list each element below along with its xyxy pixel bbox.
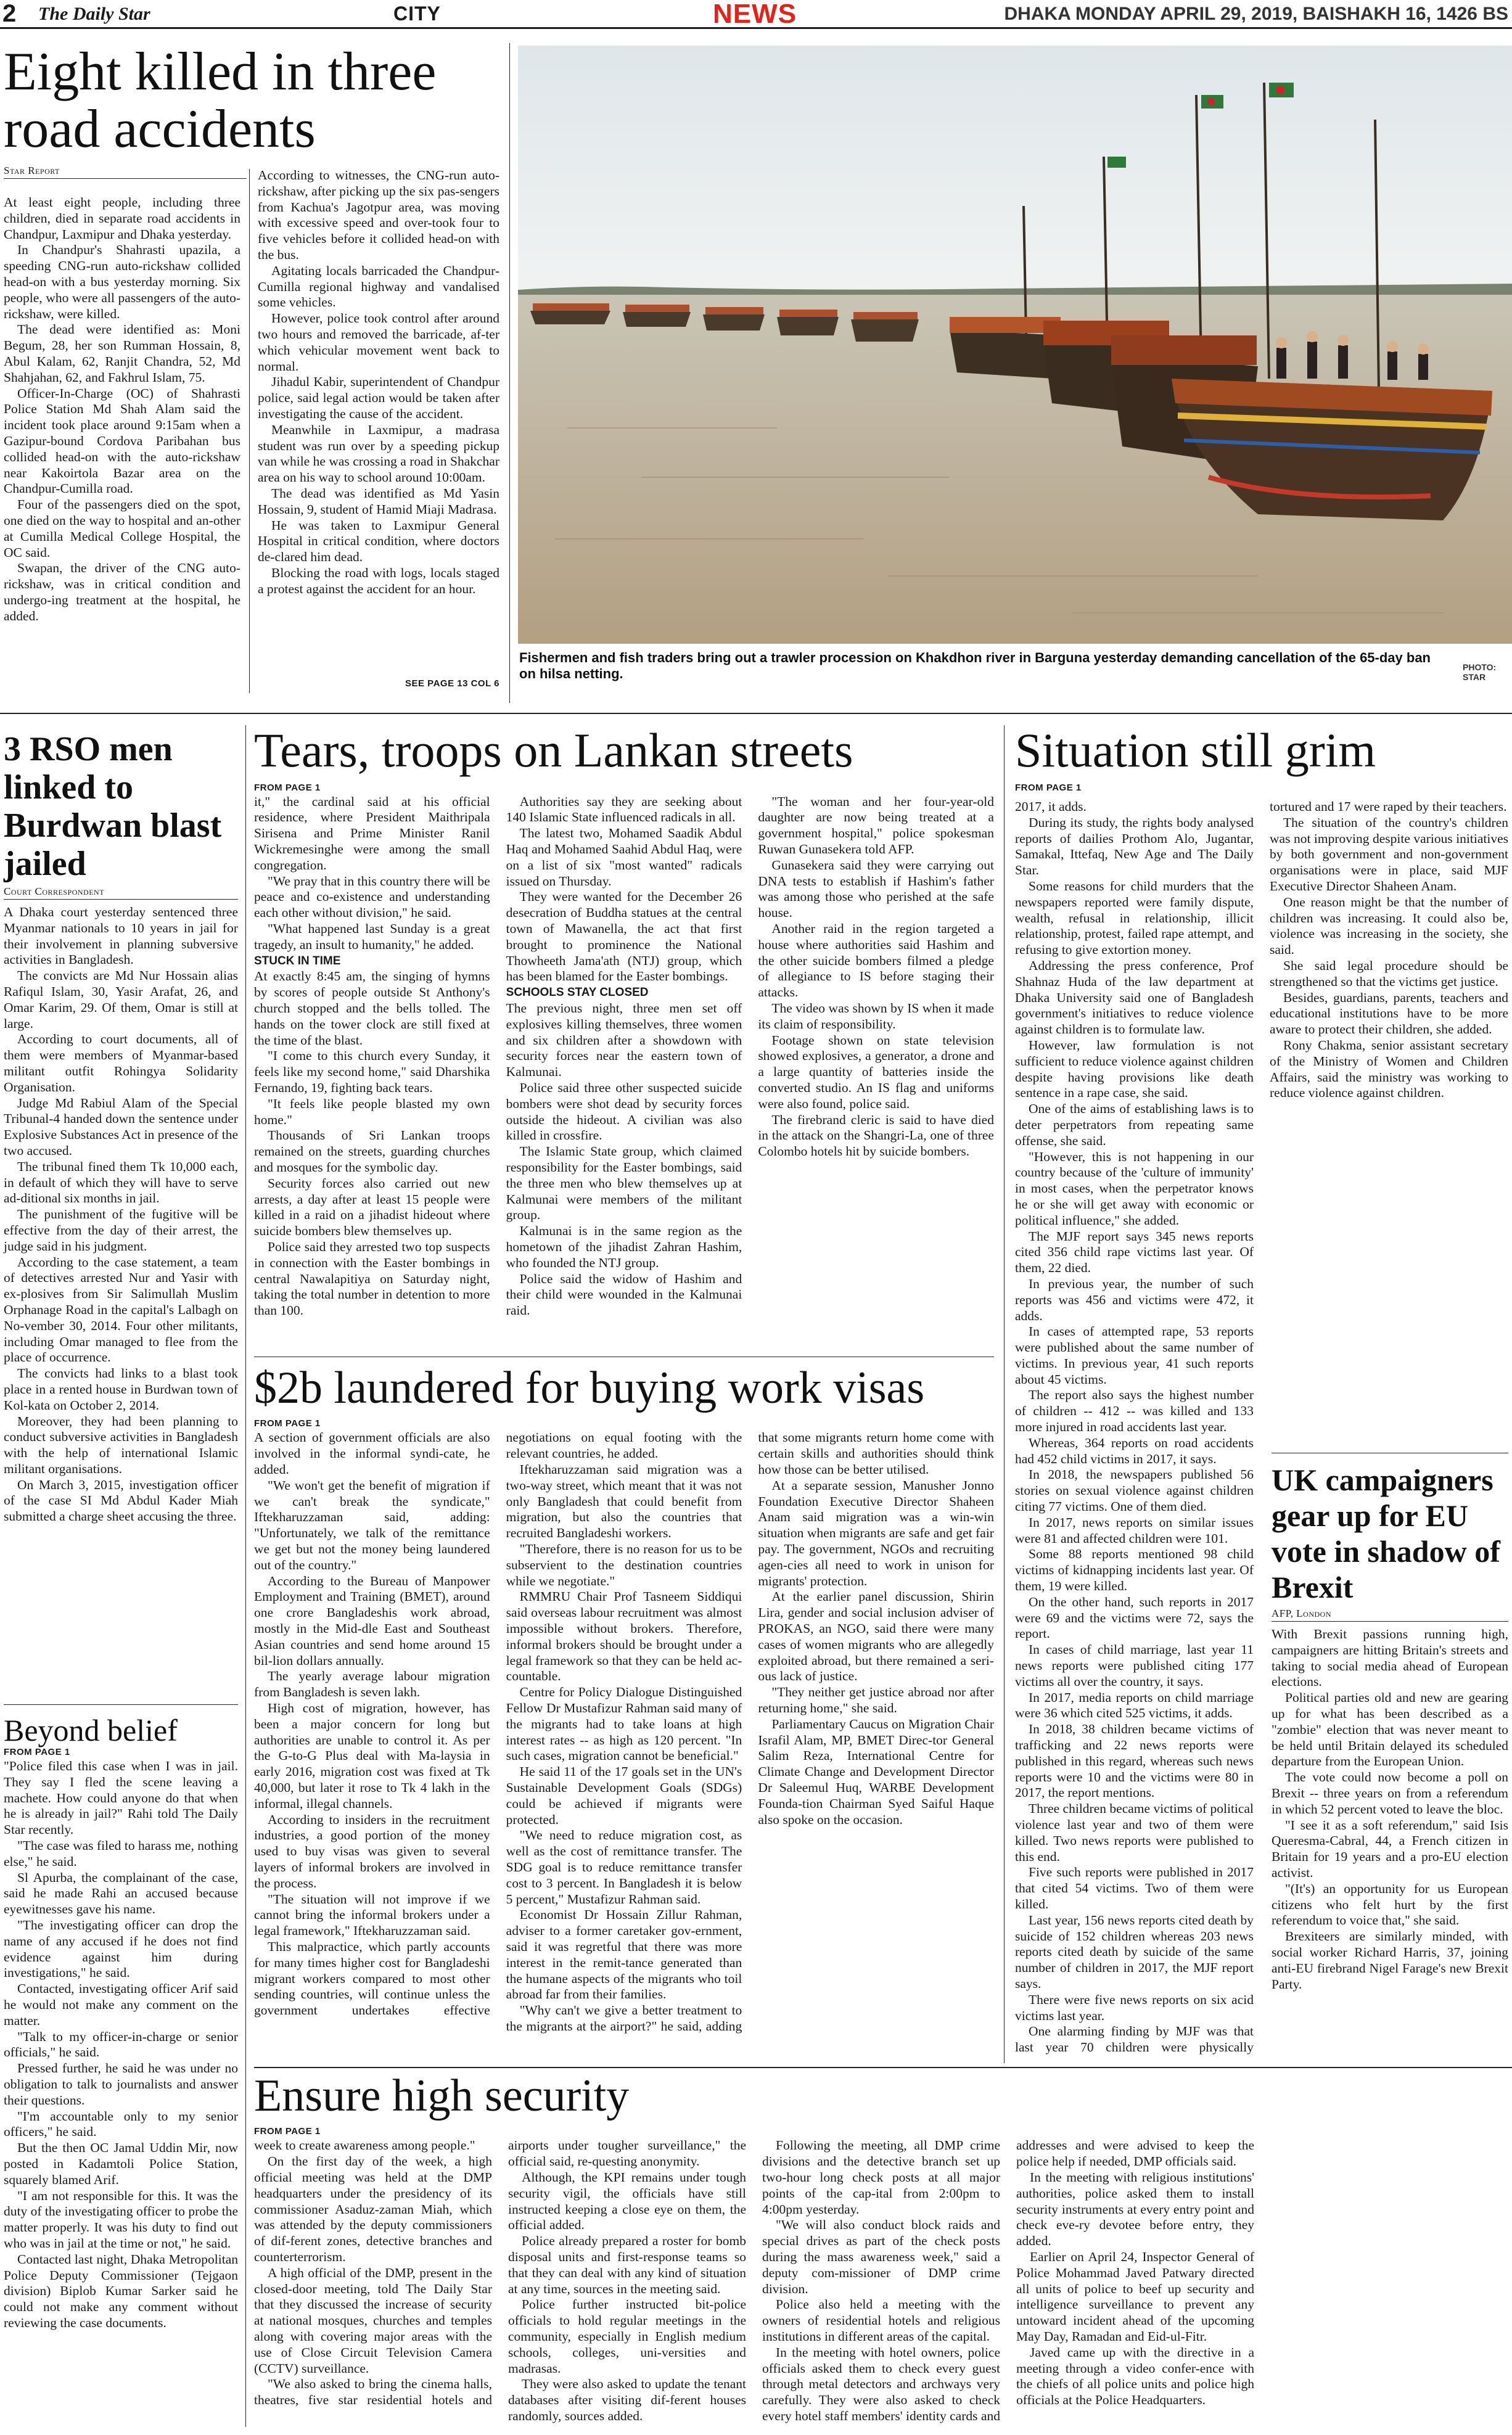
article-paragraph: Some reasons for child murders that the newspapers reported were family dispute, wealth, refusal in relationship, illicit relationship, protest, failed rape attempt, and refusing to give extortion money.	[1015, 878, 1254, 958]
article-paragraph: Another raid in the region targeted a house where authorities said Hashim and the other suicide bombers filmed a pledge of allegiance to IS before staging their attacks.	[758, 921, 994, 1000]
newspaper-logo: The Daily Star	[38, 4, 150, 24]
article-paragraph: On the first day of the week, a high official meeting was held at the DMP headquarters under the presidency of its commissioner Asaduz-zaman Miah, which was attended by the deputy commissioners of dif-ferent zones, detective branches and counterterrorism.	[254, 2154, 492, 2265]
article-paragraph: Pressed further, he said he was under no obligation to talk to journalists and answer their questions.	[4, 2061, 238, 2108]
article-paragraph: "The case was filed to harass me, nothing else," he said.	[4, 1838, 238, 1869]
security-body	[254, 2138, 1508, 2428]
article-paragraph: They were wanted for the December 26 desecration of Buddha statues at the central town of Mawanella, the act that first brought to prominence the National Thowheeth Jama'ath (NTJ) group, which has been blamed for the Easter bombings.	[506, 889, 742, 984]
article-paragraph: Political parties old and new are gearing up for what has been described as a "zombie" election that was never meant to be held until Britain delayed its scheduled departure from the European Union.	[1272, 1690, 1508, 1769]
article-paragraph: "We need to reduce migration cost, as well as the cost of remittance transfer. The SDG goal is to reduce remittance transfer cost to 3 percent. In Bangladesh it is below 5 percent," Mustafizur Rahman said.	[506, 1828, 742, 1907]
beyond-headline: Beyond belief	[4, 1713, 178, 1747]
article-paragraph: However, police took control after around two hours and removed the barricade, af-ter which vehicular movement went back to normal.	[258, 311, 499, 374]
article-paragraph: In cases of child marriage, last year 11 news reports were published citing 177 victims all over the country, it says.	[1015, 1642, 1254, 1689]
page-masthead	[0, 0, 1512, 29]
article-paragraph: "They neither get justice abroad nor after returning home," she said.	[758, 1685, 994, 1715]
article-paragraph: "Talk to my officer-in-charge or senior officials," he said.	[4, 2029, 238, 2060]
article-paragraph: Addressing the press conference, Prof Shahnaz Huda of the law department at Dhaka University said one of Bangladesh government's initiatives to reduce violence against children is to formulate law.	[1015, 958, 1254, 1037]
photo-caption: Fishermen and fish traders bring out a trawler procession on Khakdhon river in Barguna yesterday demanding cancellation of the 65-day ban on hilsa netting.	[519, 650, 1431, 681]
security-article	[254, 2072, 1508, 2428]
article-paragraph: Kalmunai is in the same region as the hometown of the jihadist Zahran Hashim, who founded the NTJ group.	[506, 1223, 742, 1270]
section-label: CITY	[393, 2, 441, 25]
article-paragraph: A section of government officials are also involved in the informal syndi-cate, he added.	[254, 1430, 490, 1477]
article-paragraph: Police said three other suspected suicide bombers were shot dead by security forces outside the hideout. A civilian was also killed in crossfire.	[506, 1080, 742, 1143]
article-paragraph: "We also asked to bring the cinema halls, theatres, five star residential hotels and airports under tougher surveillance," the official said, re-questing anonymity.	[254, 2138, 746, 2408]
article-paragraph: Blocking the road with logs, locals staged a protest against the accident for an hour.	[258, 565, 499, 596]
article-paragraph: He said 11 of the 17 goals set in the UN's Sustainable Development Goals (SDGs) could be achieved if migrants were protected.	[506, 1764, 742, 1827]
rso-article	[4, 730, 238, 1525]
photo-credit-label: PHOTO:	[1463, 662, 1497, 672]
article-paragraph: A high official of the DMP, present in the closed-door meeting, told The Daily Star that they discussed the increase of security at national mosques, churches and temples along with covering major areas with the use of Close Circuit Television Camera (CCTV) surveillance.	[254, 2265, 492, 2376]
article-paragraph: The previous night, three men set off explosives killing themselves, three women and six children after a showdown with security forces near the eastern town of Kalmunai.	[506, 1001, 742, 1080]
article-paragraph: A Dhaka court yesterday sentenced three Myanmar nationals to 10 years in jail for their involvement in planning subversive activities in Bangladesh.	[4, 905, 238, 967]
rso-headline: 3 RSO men linked to Burdwan blast jailed	[4, 730, 222, 883]
article-paragraph: Four of the passengers died on the spot, one died on the way to hospital and an-other at Cumilla Medical College Hospital, the OC said.	[4, 497, 240, 560]
article-paragraph: The video was shown by IS when it made its claim of responsibility.	[758, 1001, 994, 1032]
article-paragraph: The convicts are Md Nur Hossain alias Rafiqul Islam, 30, Yasir Arafat, 26, and Omar Karim, 29. Of them, Omar is still at large.	[4, 968, 238, 1031]
article-paragraph: He was taken to Laxmipur General Hospital in critical condition, where doctors de-clared him dead.	[258, 517, 499, 565]
security-headline: Ensure high security	[254, 2071, 630, 2121]
article-paragraph: Contacted, investigating officer Arif said he would not make any comment on the matter.	[4, 1981, 238, 2028]
article-paragraph: Jihadul Kabir, superintendent of Chandpur police, said legal action would be taken after investigating the cause of the accident.	[258, 374, 499, 421]
article-paragraph: She said legal procedure should be strengthened so that the victims get justice.	[1270, 958, 1508, 989]
article-paragraph: Police already prepared a roster for bomb disposal units and first-response teams so that they can deal with any kind of situation at any time, sources in the meeting said.	[508, 2233, 746, 2296]
article-paragraph: The convicts had links to a blast took place in a rented house in Burdwan town of Kol-kata on October 2, 2014.	[4, 1366, 238, 1413]
article-paragraph: At the earlier panel discussion, Shirin Lira, gender and social inclusion adviser of PROKAS, an NGO, said there were many cases of women migrants who are allegedly exploited abroad, but there remained a seri-ous lack of justice.	[758, 1589, 994, 1684]
article-paragraph: "The woman and her four-year-old daughter are now being treated at a government hospital," police spokesman Ruwan Gunasekera told AFP.	[758, 794, 994, 857]
beyond-from-page[interactable]: FROM PAGE 1	[4, 1747, 70, 1757]
uk-article	[1272, 1453, 1508, 1992]
lanka-body	[254, 794, 994, 1349]
road-see-page[interactable]: SEE PAGE 13 COL 6	[405, 678, 499, 689]
article-paragraph: Whereas, 364 reports on road accidents had 452 child victims in 2017, it says.	[1015, 1435, 1254, 1466]
article-paragraph: There were five news reports on six acid victims last year.	[1015, 1992, 1254, 2023]
article-paragraph: Police also held a meeting with the owners of residential hotels and religious institutions in different areas of the capital.	[762, 2297, 1000, 2344]
article-paragraph: Last year, 156 news reports cited death by suicide of 152 children whereas 203 news reports cited death by suicide of the same number of children in 2017, the MJF report says.	[1015, 1912, 1254, 1991]
article-paragraph: "Therefore, there is no reason for us to be subservient to the destination countries while we negotiate."	[506, 1542, 742, 1588]
uk-byline: AFP, London	[1272, 1608, 1508, 1622]
article-paragraph: Moreover, they had been planning to conduct subversive activities in Bangladesh with the help of international Islamic militant organisations.	[4, 1413, 238, 1476]
road-col-2	[258, 168, 499, 597]
article-paragraph: "(It's) an opportunity for us European citizens who felt hurt by the first referendum to voice that," she said.	[1272, 1881, 1508, 1928]
road-col-1	[4, 195, 240, 625]
article-paragraph: "I come to this church every Sunday, it feels like my second home," said Dharshika Fernando, 19, fighting back tears.	[254, 1048, 490, 1096]
article-paragraph: In 2017, news reports on similar issues were 81 and affected children were 101.	[1015, 1514, 1254, 1546]
article-paragraph: Security forces also carried out new arrests, a day after at least 15 people were killed in a raid on a jihadist hideout where suicide bombers blew themselves up.	[254, 1175, 490, 1239]
article-paragraph: Javed came up with the directive in a meeting through a video confer-ence with the chiefs of all police units and police high officials at the Police Headquarters.	[1016, 2344, 1254, 2408]
article-paragraph: "We will also conduct block raids and special drives as part of the check posts during the mass awareness week," said a deputy com-missioner of DMP crime division.	[762, 2217, 1000, 2296]
article-paragraph: At exactly 8:45 am, the singing of hymns by scores of people outside St Anthony's church stopped and the bells tolled. The hands on the tower clock are still fixed at the time of the blast.	[254, 969, 490, 1048]
grim-from-page[interactable]: FROM PAGE 1	[1015, 782, 1082, 793]
article-paragraph: Some 88 reports mentioned 98 child victims of kidnapping incidents last year. Of them, 19 were killed.	[1015, 1546, 1254, 1594]
article-paragraph: The punishment of the fugitive will be effective from the day of their arrest, the judge said in his judgment.	[4, 1207, 238, 1254]
photo-credit	[1463, 662, 1496, 682]
article-paragraph: Economist Dr Hossain Zillur Rahman, adviser to a former caretaker gov-ernment, said it was regretful that there was more interest in the remit-tance generated than the humane aspects of the migrants who toil abroad far from their families.	[506, 1907, 742, 2002]
column-divider	[245, 725, 246, 2427]
lanka-article	[254, 725, 994, 1349]
article-paragraph: Sl Apurba, the complainant of the case, said he made Rahi an accused because eyewitnesses gave his name.	[4, 1870, 238, 1917]
article-paragraph: "The situation will not improve if we cannot bring the informal brokers under a legal framework," Iftekharuzzaman said.	[254, 1891, 490, 1939]
article-paragraph: High cost of migration, however, has been a major concern for long but authorities are unable to control it. As per the G-to-G Plus deal with Ma-laysia in early 2016, migration cost was fixed at Tk 40,000, but later it rose to Tk 4 lakh in the informal, illegal channels.	[254, 1700, 490, 1811]
page-number: 2	[2, 0, 17, 27]
article-paragraph: "I am not responsible for this. It was the duty of the investigating officer to probe the matter properly. It was his duty to find out who was in jail at the time or not," he said.	[4, 2188, 238, 2251]
article-paragraph: In the meeting with religious institutions' authorities, police asked them to install security instruments at every entry point and check eve-ry devotee before entry, they added.	[1016, 2170, 1254, 2249]
road-headline: Eight killed in three road accidents	[4, 42, 437, 160]
article-paragraph: The tribunal fined them Tk 10,000 each, in default of which they will have to serve ad-ditional six months in jail.	[4, 1159, 238, 1206]
visas-from-page[interactable]: FROM PAGE 1	[254, 1418, 321, 1429]
trawler-procession-image	[518, 46, 1512, 644]
article-paragraph: "We pray that in this country there will be peace and co-existence and understanding each other without division," he said.	[254, 873, 490, 921]
subheading: SCHOOLS STAY CLOSED	[506, 986, 649, 1000]
article-paragraph: One of the aims of establishing laws is to deter perpetrators from repeating same offense, she said.	[1015, 1101, 1254, 1148]
article-paragraph: The vote could now become a poll on Brexit -- three years on from a referendum in which 52 percent voted to leave the bloc.	[1272, 1770, 1508, 1817]
article-paragraph: In 2018, the newspapers published 56 stories on sexual violence against children citing 77 victims. One of them died.	[1015, 1467, 1254, 1514]
article-paragraph: In the meeting with hotel owners, police officials asked them to check every guest through metal detectors and archways very carefully. They were also asked to check every hotel staff members' identity cards and addresses and were advised to keep the police help if needed, DMP officials said.	[762, 2138, 1254, 2423]
article-paragraph: Following the meeting, all DMP crime divisions and the detective branch set up two-hour long check posts at all major points of the cap-ital from 2:00pm to 4:00pm yesterday.	[762, 2138, 1000, 2217]
rso-body	[4, 905, 238, 1525]
article-paragraph: At a separate session, Manusher Jonno Foundation Executive Director Shaheen Anam said migration was a win-win situation when migrants are safe and get fair pay. The government, NGOs and recruiting agen-cies all need to work in unison for migrants' protection.	[758, 1477, 994, 1588]
article-paragraph: "However, this is not happening in our country because of the 'culture of immunity' in most cases, when the perpetrator knows he or she will get away with economic or political influence," she added.	[1015, 1149, 1254, 1228]
article-paragraph: 2017, it adds.	[1015, 799, 1087, 814]
article-paragraph: Although, the KPI remains under tough security vigil, the officials have still instructed keeping a close eye on them, the official added.	[508, 2170, 746, 2233]
trawler-procession-photo	[518, 46, 1512, 644]
article-paragraph: The dead were identified as: Moni Begum, 28, her son Rumman Hossain, 8, Abul Kalam, 62, Ranjit Chandra, 52, Md Shahjahan, 62, and Fakhrul Islam, 75.	[4, 322, 240, 385]
article-paragraph: The situation of the country's children was not improving despite various initiatives by both government and non-government organisations were in place, said MJF Executive Director Shaheen Anam.	[1270, 815, 1508, 893]
article-paragraph: Police further instructed bit-police officials to hold regular meetings in the community, especially in English medium schools, colleges, uni-versities and madrasas.	[508, 2297, 746, 2376]
road-byline: Star Report	[4, 165, 247, 179]
article-paragraph: Swapan, the driver of the CNG auto-rickshaw, was in critical condition and undergo-ing treatment at the hospital, he added.	[4, 561, 240, 623]
article-paragraph: According to the case statement, a team of detectives arrested Nur and Yasir with ex-plosives from Sir Salimullah Muslim Orphanage Road in the capital's Lalbagh on No-vember 30, 2014. Four other militants, including Omar managed to flee from the place of occurrence.	[4, 1254, 238, 1365]
rso-byline: Court Correspondent	[4, 885, 238, 900]
article-paragraph: According to the Bureau of Manpower Employment and Training (BMET), around one crore Bangladeshis work abroad, mostly in the Mid-dle East and Southeast Asian countries and send home around 15 bil-lion dollars annually.	[254, 1573, 490, 1668]
article-paragraph: At least eight people, including three children, died in separate road accidents in Chandpur, Laxmipur and Dhaka yesterday.	[4, 195, 240, 242]
article-paragraph: According to court documents, all of them were members of Myanmar-based militant outfit Rohingya Solidarity Organisation.	[4, 1032, 238, 1094]
article-paragraph: The Islamic State group, which claimed responsibility for the Easter bombings, said the three men who blew themselves up at Kalmunai were members of the militant group.	[506, 1144, 742, 1223]
column-divider	[509, 43, 510, 703]
article-paragraph: "What happened last Sunday is a great tragedy, an insult to humanity," he added.	[254, 921, 490, 952]
article-paragraph: This malpractice, which partly accounts for many times higher cost for Bangladeshi migrant workers compared to most other sending countries, will continue unless the government undertakes effective negotiations on equal footing with the relevant countries, he added.	[254, 1430, 742, 2018]
article-paragraph: Agitating locals barricaded the Chandpur-Cumilla regional highway and vandalised some vehicles.	[258, 263, 499, 310]
article-paragraph: The dead was identified as Md Yasin Hossain, 9, student of Hamid Miaji Madrasa.	[258, 485, 499, 517]
article-paragraph: Gunasekera said they were carrying out DNA tests to establish if Hashim's father was among those who perished at the safe house.	[758, 857, 994, 921]
article-paragraph: "Police filed this case when I was in jail. They say I fled the scene leaving a machete. How could anyone do that when he is already in jail?" Rahi told The Daily Star recently.	[4, 1759, 238, 1838]
article-paragraph: Earlier on April 24, Inspector General of Police Mohammad Javed Patwary directed all units of police to beef up security and intelligence surveillance to prevent any untoward incident ahead of the upcoming May Day, Ramadan and Eid-ul-Fitr.	[1016, 2249, 1254, 2344]
column-divider	[249, 169, 250, 693]
article-paragraph: According to witnesses, the CNG-run auto-rickshaw, after picking up the six pas-sengers from Kachua's Jagotpur area, was moving with excessive speed and over-took four to five vehicles before it collided head-on with the bus.	[258, 168, 499, 262]
article-paragraph: The yearly average labour migration from Bangladesh is seven lakh.	[254, 1669, 490, 1700]
grim-headline: Situation still grim	[1015, 723, 1376, 777]
road-accident-article	[4, 43, 504, 697]
section-divider	[254, 2067, 1512, 2068]
article-paragraph: "The investigating officer can drop the name of any accused if he does not find evidence against him during investigations," he said.	[4, 1917, 238, 1981]
article-paragraph: Brexiteers are similarly minded, with social worker Richard Harris, 37, joining anti-EU firebrand Nigel Farage's new Brexit Party.	[1272, 1929, 1508, 1992]
article-paragraph: "Why can't we give a better treatment to the migrants at the airport?" he said, adding that some migrants return home come with certain skills and authorities should think how those can be better utilised.	[506, 1430, 994, 2034]
beyond-belief-article	[4, 1714, 238, 2331]
article-paragraph: In previous year, the number of such reports was 456 and victims were 472, it adds.	[1015, 1276, 1254, 1323]
article-paragraph: Meanwhile in Laxmipur, a madrasa student was run over by a speeding pickup van while he was crossing a road in Shakchar area on his way to school around 10:00am.	[258, 422, 499, 485]
article-paragraph: Police said they arrested two top suspects in connection with the Easter bombings in central Nawalapitiya on Saturday night, taking the total number in detention to more than 100.	[254, 1239, 490, 1318]
article-paragraph: On March 3, 2015, investigation officer of the case SI Md Abdul Kader Miah submitted a charge sheet accusing the three.	[4, 1477, 238, 1524]
article-paragraph: Besides, guardians, parents, teachers and educational institutions have to be more aware to protect their children, she added.	[1270, 990, 1508, 1037]
article-paragraph: The firebrand cleric is said to have died in the attack on the Shangri-La, one of three Colombo hotels hit by suicide bombers.	[758, 1112, 994, 1159]
visas-body	[254, 1430, 994, 2040]
article-paragraph: Judge Md Rabiul Alam of the Special Tribunal-4 handed down the sentence under Explosive Substances Act in presence of the two accused.	[4, 1095, 238, 1158]
article-paragraph: Parliamentary Caucus on Migration Chair Israfil Alam, MP, BMET Direc-tor General Salim Reza, International Centre for Climate Change and Development Director Dr Saleemul Huq, WARBE Development Founda-tion Chairman Syed Saiful Haque also spoke on the occasion.	[758, 1716, 994, 1827]
article-paragraph: The report also says the highest number of children -- 412 -- was killed and 133 more injured in road accidents last year.	[1015, 1387, 1254, 1435]
security-from-page[interactable]: FROM PAGE 1	[254, 2126, 321, 2137]
date-line: DHAKA MONDAY APRIL 29, 2019, BAISHAKH 16, 1426 BS	[1004, 4, 1508, 24]
article-paragraph: On the other hand, such reports in 2017 were 69 and the victims were 72, says the report.	[1015, 1594, 1254, 1641]
article-paragraph: One reason might be that the number of children was increasing. It could also be, violence was increasing in the society, she said.	[1270, 894, 1508, 958]
article-paragraph: Authorities say they are seeking about 140 Islamic State influenced radicals in all.	[506, 794, 742, 825]
article-paragraph: RMMRU Chair Prof Tasneem Siddiqui said overseas labour recruitment was almost impossible without brokers. Therefore, informal brokers should be brought under a legal framework so that they can be held ac-countable.	[506, 1589, 742, 1684]
article-paragraph: Five such reports were published in 2017 that cited 54 victims. Two of them were killed.	[1015, 1865, 1254, 1911]
article-paragraph: During its study, the rights body analysed reports of dailies Prothom Alo, Jugantar, Samakal, Ittefaq, New Age and The Daily Star.	[1015, 815, 1254, 878]
column-divider	[1004, 725, 1005, 2063]
section-divider	[0, 713, 1512, 714]
article-paragraph: it," the cardinal said at his official residence, where President Maithripala Sirisena and Prime Minister Ranil Wickremesinghe were among the small congregation.	[254, 794, 490, 873]
article-paragraph: Three children became victims of political violence last year and two of them were killed. Two news reports were published to this end.	[1015, 1801, 1254, 1864]
article-paragraph: "I see it as a soft referendum," said Isis Queresma-Cabral, 44, a French citizen in Britain for 19 years and a pro-EU election activist.	[1272, 1817, 1508, 1880]
article-paragraph: In 2018, 38 children became victims of trafficking and 22 news reports were published in this regard, whereas such news reports were 10 and the victims were 80 in 2017, the report mentions.	[1015, 1722, 1254, 1801]
article-paragraph: They were also asked to update the tenant databases after visiting dif-ferent houses randomly, sources added.	[508, 2376, 746, 2423]
section-divider	[4, 1704, 238, 1705]
subheading: STUCK IN TIME	[254, 954, 341, 967]
article-paragraph: "We won't get the benefit of migration if we can't break the syndicate," Iftekharuzzaman said, adding: "Unfortunately, we talk of the remittance we get but not the money being laundered out of the country."	[254, 1477, 490, 1572]
article-paragraph: Police said the widow of Hashim and their child were wounded in the Kalmunai raid.	[506, 1271, 742, 1318]
article-paragraph: Centre for Policy Dialogue Distinguished Fellow Dr Mustafizur Rahman said many of the migrants had to take loans at high interest rates -- as high as 120 percent. "In such cases, migration cannot be beneficial."	[506, 1685, 742, 1764]
article-paragraph: In 2017, media reports on child marriage were 36 which cited 525 victims, it adds.	[1015, 1690, 1254, 1721]
article-paragraph: The latest two, Mohamed Saadik Abdul Haq and Mohamed Saahid Abdul Haq, were on a list of six "most wanted" radicals issued on Thursday.	[506, 826, 742, 889]
article-paragraph: However, law formulation is not sufficient to reduce violence against children despite having provisions like death sentence in a rape case, she said.	[1015, 1037, 1254, 1101]
article-paragraph: Iftekharuzzaman said migration was a two-way street, which meant that it was not only Bangladesh that could benefit from migration, but also the countries that recruited Bangladeshi workers.	[506, 1462, 742, 1541]
article-paragraph: But the then OC Jamal Uddin Mir, now posted in Kadamtoli Police Station, squarely blamed Arif.	[4, 2140, 238, 2187]
article-paragraph: One alarming finding by MJF was that last year 70 children were physically tortured and 17 were raped by their teachers.	[1015, 799, 1507, 2055]
article-paragraph: Footage shown on state television showed explosives, a generator, a drone and a large quantity of batteries inside the converted studio. An IS flag and uniforms were also found, police said.	[758, 1032, 994, 1111]
article-paragraph: Officer-In-Charge (OC) of Shahrasti Police Station Md Shah Alam said the incident took place around 9:15am when a Gazipur-bound Cordova Paribahan bus collided head-on with the auto-rickshaw near Kakoirtola Bazar area on the Chandpur-Cumilla road.	[4, 385, 240, 496]
article-paragraph: Thousands of Sri Lankan troops remained on the streets, guarding churches and mosques for the symbolic day.	[254, 1128, 490, 1175]
news-label: NEWS	[713, 0, 797, 29]
uk-body	[1272, 1627, 1508, 1992]
uk-headline: UK campaigners gear up for EU vote in shadow of Brexit	[1272, 1463, 1500, 1604]
article-paragraph: In Chandpur's Shahrasti upazila, a speeding CNG-run auto-rickshaw collided head-on with a bus yesterday morning. Six people, who were all passengers of the auto-rickshaw, were killed.	[4, 242, 240, 321]
photo-credit-source: STAR	[1463, 672, 1486, 682]
article-paragraph: Contacted last night, Dhaka Metropolitan Police Deputy Commissioner (Tejgaon division) Biplob Kumar Sarker said he could not make any comment without reviewing the case documents.	[4, 2251, 238, 2330]
article-paragraph: With Brexit passions running high, campaigners are hitting Britain's streets and taking to social media ahead of European elections.	[1272, 1627, 1508, 1690]
lanka-from-page[interactable]: FROM PAGE 1	[254, 782, 321, 793]
beyond-body	[4, 1759, 238, 2331]
article-paragraph: According to insiders in the recruitment industries, a good portion of the money used to buy visas was given to several layers of informal brokers are involved in the process.	[254, 1812, 490, 1891]
grim-article	[1015, 725, 1508, 794]
article-paragraph: The MJF report says 345 news reports cited 356 child rape victims last year. Of them, 22 died.	[1015, 1228, 1254, 1276]
article-paragraph: Rony Chakma, senior assistant secretary of the Ministry of Women and Children Affairs, said the ministry was working to reduce violence against children.	[1270, 1037, 1508, 1101]
visas-article	[254, 1364, 994, 2040]
article-paragraph: "It feels like people blasted my own home."	[254, 1096, 490, 1127]
visas-headline: $2b laundered for buying work visas	[254, 1363, 925, 1413]
lanka-headline: Tears, troops on Lankan streets	[254, 723, 853, 777]
article-paragraph: week to create awareness among people."	[254, 2138, 475, 2153]
article-paragraph: "I'm accountable only to my senior officers," he said.	[4, 2108, 238, 2140]
article-paragraph: In cases of attempted rape, 53 reports were published about the same number of victims. In previous year, 41 such reports about 45 victims.	[1015, 1324, 1254, 1387]
